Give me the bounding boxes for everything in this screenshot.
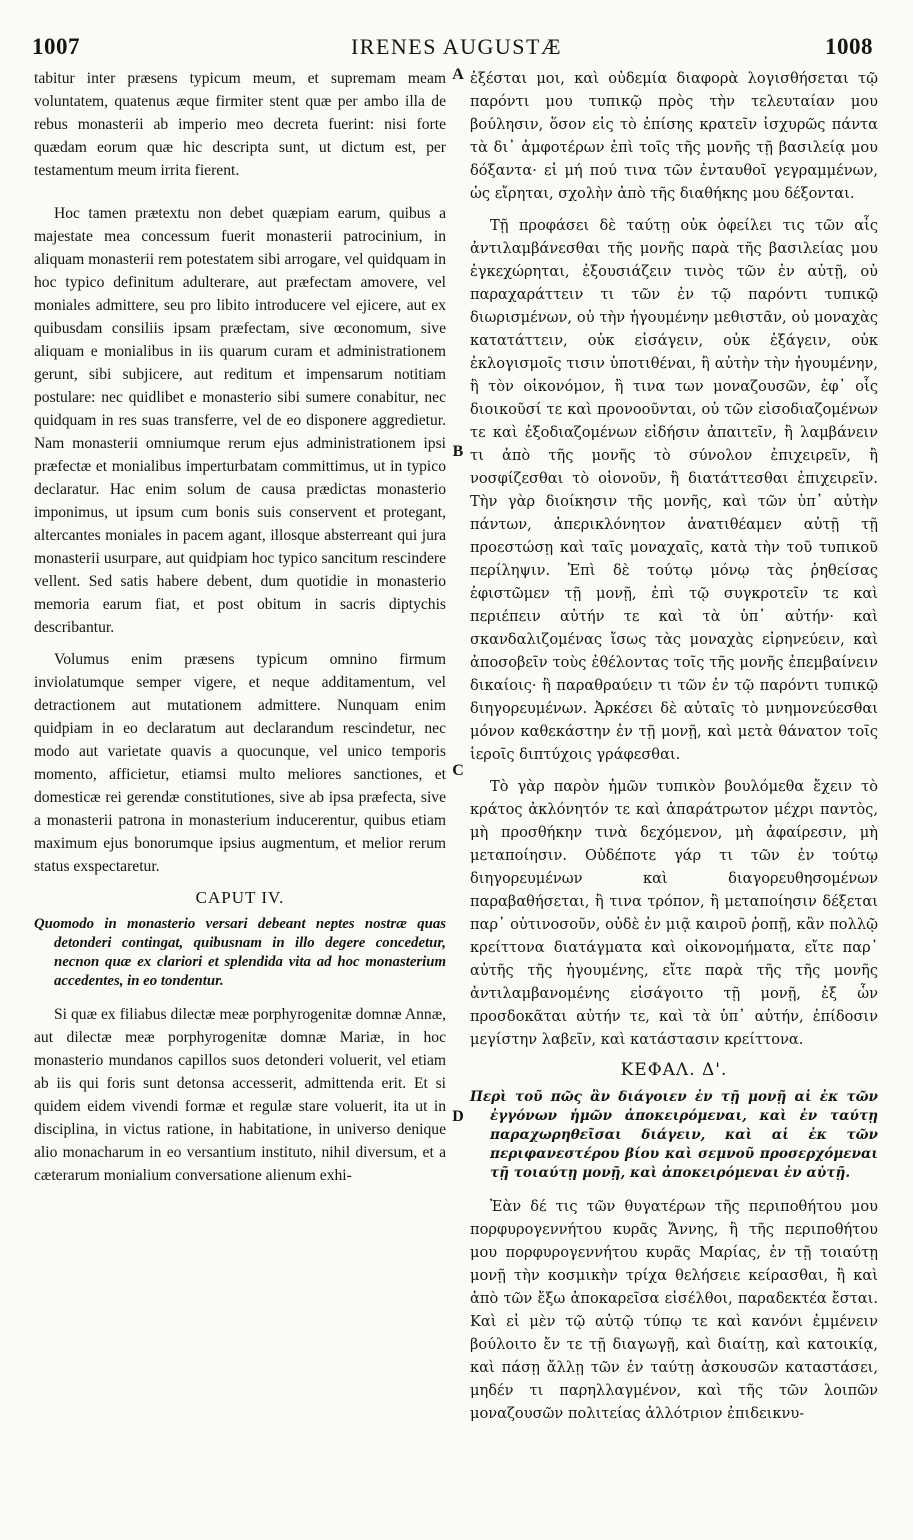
margin-letter-c: C xyxy=(452,762,464,779)
latin-chapter-heading: Quomodo in monasterio versari debeant neptes nostræ quas detonderi contingat, quibusnam in illo degere concedetur, necnon quæ ex clariori et splendida vita ad hoc monasterium accedentes, in eo tondentur. xyxy=(34,916,446,989)
page-number-left: 1007 xyxy=(32,34,80,59)
greek-paragraph-2: Τῇ προφάσει δὲ ταύτῃ οὐκ ὀφείλει τις τῶν αἷς ἀντιλαμβάνεσθαι τῆς μονῆς παρὰ τῆς βασιλείας μου ἐγκεχώρηται, ἐξουσιάζειν τινὸς τῶν ἐν αὐτῇ, οὐ παραχαράττειν τι τῶν ἐν τῷ παρόντι τυπικῷ διωρισμένων, οὐ τὴν ἡγουμένην μεθιστᾶν, οὐ μοναχὰς κατατάττειν, οὐκ εἰσάγειν, οὐκ ἐξάγειν, οὐκ ἐκλογισμοῖς τισιν ὑποτιθέναι, ἢ αὐτὴν τὴν ἡγουμένην, ἢ τὸν οἰκονόμον, ἢ τινα των μοναζουσῶν, ἐφ᾽ οἷς διοικοῦσί τε καὶ προνοοῦνται, οὐ τῶν εἰσοδιαζομένων τε καὶ ἐξοδιαζομένων εἰδήσιν ἀπαιτεῖν, ἢ λαμβάνειν τι ἀπὸ τῆς μονῆς τὸ σύνολον ἐπιχειρεῖν, ἢ νοσφίζεσθαι τὸ οἱονοῦν, ἢ διατάττεσθαι ἐπιχειρεῖν. Τὴν γὰρ διοίκησιν τῆς μονῆς, καὶ τῶν ὑπ᾽ αὐτὴν πάντων, ἀπερικλόνητον ἀνατιθέαμεν αὐτῇ τῇ προεστώσῃ καὶ ταῖς μοναχαῖς, κατὰ τὴν τοῦ τυπικοῦ περίληψιν. Ἐπὶ δὲ τούτῳ μόνῳ τὰς ῥηθείσας ἐφιστῶμεν τῇ μονῇ, ἐπὶ τῷ συγκροτεῖν τε καὶ περιέπειν αὐτήν τε καὶ τὰ ὑπ᾽ αὐτήν· καὶ σκανδαλιζομένας ἴσως τὰς μοναχὰς εἰρηνεύειν, καὶ ἀποσοβεῖν τοὺς ἐθέλοντας τοῖς τῆς μονῆς ἐπεμβαίνειν δικαίοις· ἢ παραθραύειν τι τῶν ἐν τῷ παρόντι τυπικῷ διηγορευμένων. Ἀρκέσει δὲ αὐταῖς τὸ μνημονεύεσθαι μόνον καθεκάστην ἐν τῇ μονῇ, καὶ μετὰ θάνατον τοῖς ἱεροῖς διπτύχοις γράφεσθαι. xyxy=(470,217,878,763)
latin-chapter-title: CAPUT IV. xyxy=(195,888,285,907)
greek-chapter-title: ΚΕΦΑΛ. Δ'. xyxy=(620,1060,728,1080)
greek-paragraph-1: ἐξέσται μοι, καὶ οὐδεμία διαφορὰ λογισθήσεται τῷ παρόντι μου τυπικῷ πρὸς τὴν τελευταίαν μου βούλησιν, ὅσον εἰς τὸ ἐπίσης κρατεῖν ἰσχυρῶς πάντα τὰ δι᾽ ἀμφοτέρων ἐπὶ τοῖς τῆς μονῆς τῇ βασιλείᾳ μου δόξαντα· εἰ μή πού τινα τῶν ἐνταυθοῖ γεγραμμένων, ὡς εἴρηται, σχολὴν ἀπὸ τῆς διαθήκης μου δέξονται. xyxy=(470,70,878,202)
page-header xyxy=(0,34,913,64)
margin-letter-b: B xyxy=(452,443,464,460)
latin-paragraph-2: Hoc tamen prætextu non debet quæpiam earum, quibus a majestate mea concessum fuerit monasterii patrocinium, in aliquam monasterii rem potestatem sibi arrogare, vel quidquam in hoc typico definitum adulterare, aut præfectam amovere, vel moniales admittere, seu pro libito introducere vel ejicere, aut ex quibusdam consiliis ipsam præfectam, sive œconomum, sive aliquam e monialibus in iis quarum curam et administrationem gerunt, sibi subjicere, aut reditum et impensarum notitiam postulare: nec quidlibet e monasterio sibi sumere conabitur, nec quidquam in res suas transferre, vel de eo disponere aggredietur. Nam monasterii omniumque rerum ejus administrationem ipsi præfectæ et monialibus imperturbatam committimus, ut in typico declaratur. Hac enim solum de causa prædictas monasterio imponimus, ut ipsum cum bonis suis conservent et protegant, altercantes moniales in pacem agant, illosque absterreant qui jura monasterii usurpare, aut quidpiam hoc typico sancitum rescindere vellent. Sed satis habere debent, dum quotidie in monasterio memoria earum fiat, et post obitum in sacris diptychis describantur. xyxy=(34,205,446,636)
running-title: IRENES AUGUSTÆ xyxy=(350,34,563,59)
greek-paragraph-3: Τὸ γὰρ παρὸν ἡμῶν τυπικὸν βουλόμεθα ἔχειν τὸ κράτος ἀκλόνητόν τε καὶ ἀπαράτρωτον μέχρι παντὸς, μὴ προσθήκην τινὰ δεχόμενον, μὴ ἀφαίρεσιν, μὴ μεταποίησιν. Οὐδέποτε γάρ τι τῶν ἐν τούτῳ διηγορευμένων καὶ διαγορευθησομένων παραβαθήσεται, ἢ τινα τρόπον, ἢ μεταποίησιν δέξεται παρ᾽ οὑτινοσοῦν, οὐδὲ ἐν μιᾷ καιροῦ ῥοπῇ, κἂν πολλῷ κρείττονα διατάγματα καὶ οἰκονομήματα, εἴτε παρ᾽ αὐτῆς τῆς ἡγουμένης, εἴτε παρὰ τῆς τῆς μονῆς ἀντιλαμβανομένης εἰσάγοιτο τῇ μονῇ, ἐξ ὧν προσδοκᾶται αὐτήν τε, καὶ τὰ ὑπ᾽ αὐτήν, ἐπίδοσιν μεγίστην λαβεῖν, καὶ κατάστασιν κρείττονα. xyxy=(470,778,878,1048)
margin-letter-a: A xyxy=(452,66,464,83)
latin-paragraph-4: Si quæ ex filiabus dilectæ meæ porphyrogenitæ domnæ Annæ, aut dilectæ meæ porphyrogenitæ domnæ Mariæ, in hoc monasterio mundanos capillos suos detonderi voluerit, vel etiam ab iis qui foris sunt detonsa accesserit, admittenda erit. Et si quidem eidem vivendi formæ et regulæ stare voluerit, ita ut in disciplina, in victus ratione, in habitatione, in universo denique alio monacharum in eo versantium instituto, nihil diversum, et a cæterarum monialium conversatione alienum exhi- xyxy=(34,1006,446,1184)
greek-chapter-heading: Περὶ τοῦ πῶς ἂν διάγοιεν ἐν τῇ μονῇ αἱ ἐκ τῶν ἐγγόνων ἡμῶν ἀποκειρόμεναι, καὶ ἐν ταύτῃ παραχωρηθεῖσαι διάγειν, καὶ αἱ ἐκ τῶν περιφανεστέρου βίου καὶ σεμνοῦ προσερχόμεναι τῇ τοιαύτῃ μονῇ, καὶ ἀποκειρόμεναι ἐν αὐτῇ. xyxy=(470,1089,878,1181)
greek-column xyxy=(470,67,878,1425)
margin-letter-d: D xyxy=(452,1108,464,1125)
latin-column xyxy=(34,67,446,1187)
page-number-right: 1008 xyxy=(825,34,873,59)
latin-paragraph-1: tabitur inter præsens typicum meum, et supremam meam voluntatem, quatenus æque firmiter stent quæ per ambo illa de rebus monasterii ab imperio meo decreta fuerint: nisi forte quædam eorum quæ hic descripta sunt, ut dictum est, per testamentum meum irrita fierent. xyxy=(34,70,446,179)
latin-paragraph-3: Volumus enim præsens typicum omnino firmum inviolatumque semper vigere, et neque additamentum, vel detractionem aut mutationem admittere. Nunquam enim quidpiam in eo declaratum aut declarandum rescindetur, nec modo aut varietate quavis a quocunque, vel unico temporis momento, afficietur, etiamsi multo meliores sanctiones, et domesticæ rei gerendæ constitutiones, sive ab ipsa præfecta, sive a monasterii patrona in monasterium inducerentur, quibus etiam maximum ejus bonorumque ipsius augmentum, et melior rerum status exspectaretur. xyxy=(34,651,446,875)
greek-paragraph-4: Ἐὰν δέ τις τῶν θυγατέρων τῆς περιποθήτου μου πορφυρογεννήτου κυρᾶς Ἄννης, ἢ τῆς περιποθήτου μου πορφυρογεννήτου κυρᾶς Μαρίας, ἐν τῇ τοιαύτῃ μονῇ τὴν κοσμικὴν τρίχα θελήσειε κείρασθαι, ἢ καὶ ἀπὸ τῶν ἔξω ἀποκαρεῖσα εἰσέλθοι, παραδεκτέα ἔσται. Καὶ εἰ μὲν τῷ αὐτῷ τύπῳ τε καὶ κανόνι ἐμμένειν βούλοιτο ἔν τε τῇ διαγωγῇ, καὶ διαίτῃ, καὶ κατοικίᾳ, καὶ πάσῃ ἄλλῃ τῶν ἐν ταύτῃ ἀσκουσῶν καταστάσει, μηδέν τι παρηλλαγμένον, καὶ τῆς τῶν λοιπῶν μοναζουσῶν πολιτείας ἀλλότριον ἐπιδεικνυ- xyxy=(470,1198,878,1422)
